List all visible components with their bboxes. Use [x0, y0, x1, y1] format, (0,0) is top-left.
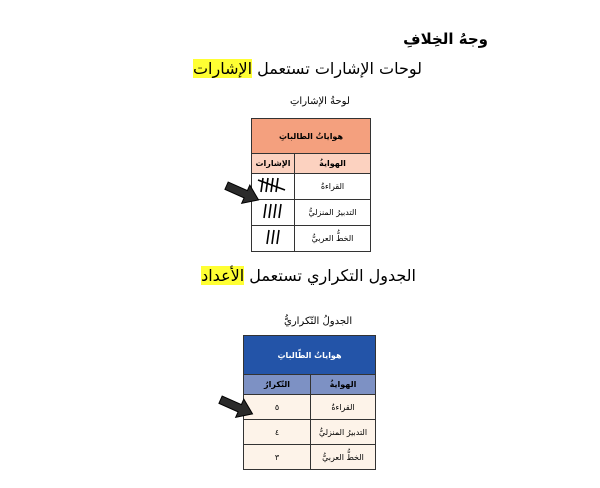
highlight-signs: الإشارات	[192, 59, 253, 78]
table2-hobby-cell: التدبيرُ المنزليُّ	[311, 420, 376, 445]
table-row	[244, 420, 376, 445]
arrow-right-icon	[216, 392, 258, 422]
statement-signs-text: لوحات الإشارات تستعمل	[252, 59, 422, 78]
table-row	[244, 395, 376, 420]
statement-signs	[193, 59, 422, 78]
table-row	[252, 200, 371, 226]
statement-numbers	[201, 266, 416, 285]
table1-hobby-cell: التدبيرُ المنزليُّ	[295, 200, 371, 226]
table2-freq-cell: ٣	[244, 445, 311, 470]
table2-hobby-cell: القراءةُ	[311, 395, 376, 420]
table-row	[244, 445, 376, 470]
table1-hobby-cell: الخطُّ العربيُّ	[295, 226, 371, 252]
table2-hobby-cell: الخطُّ العربيُّ	[311, 445, 376, 470]
table1-col-hobby: الهوايةُ	[295, 154, 371, 174]
table2-caption: الجدولُ التّكراريُّ	[284, 316, 353, 327]
tally-marks	[252, 226, 295, 252]
section-heading: وجهُ الخِلافِ	[403, 30, 488, 48]
highlight-numbers: الأعداد	[201, 266, 245, 285]
table1-caption: لوحةُ الإشاراتِ	[290, 96, 350, 107]
table-row	[252, 174, 371, 200]
table-row	[252, 226, 371, 252]
table2-freq-cell: ٤	[244, 420, 311, 445]
frequency-table	[243, 335, 376, 470]
table1-col-signs: الإشارات	[252, 154, 295, 174]
signs-board-table	[251, 118, 371, 252]
arrow-right-icon	[222, 178, 264, 208]
statement-numbers-text: الجدول التكراري تستعمل	[244, 266, 416, 285]
table2-col-hobby: الهوايةُ	[311, 375, 376, 395]
table2-title: هواياتُ الطّالباتِ	[244, 336, 376, 375]
table1-title: هواياتُ الطالباتِ	[252, 119, 371, 154]
table1-hobby-cell: القراءةُ	[295, 174, 371, 200]
tally-three-icon	[263, 228, 283, 246]
table2-freq-cell: ٥	[244, 395, 311, 420]
table2-col-freq: التّكرارُ	[244, 375, 311, 395]
